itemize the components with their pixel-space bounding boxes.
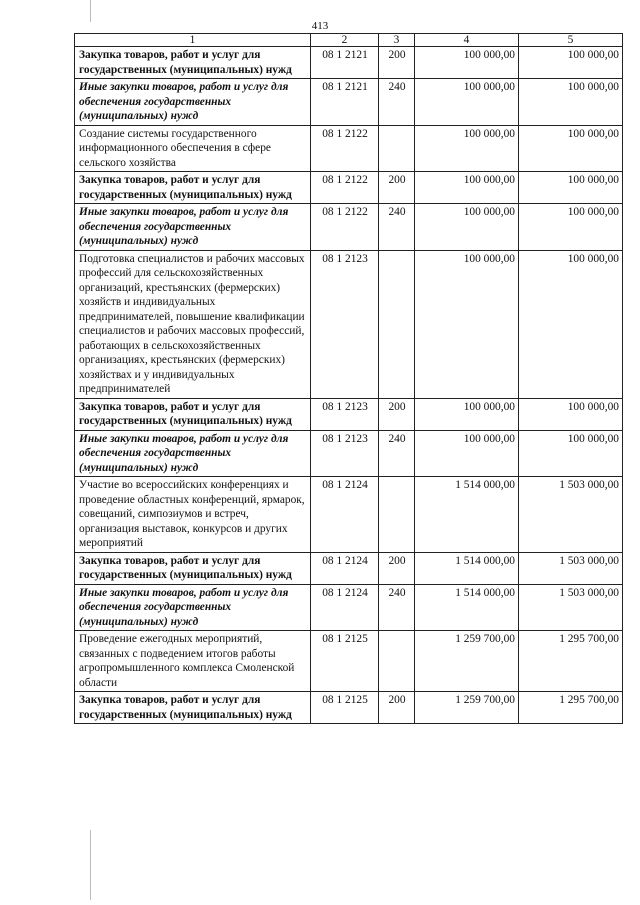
- row-vr-cell: 240: [379, 584, 415, 631]
- row-year2-cell: 1 503 000,00: [519, 477, 623, 553]
- row-csr-cell: 08 1 2125: [311, 692, 379, 724]
- row-vr-cell: 200: [379, 172, 415, 204]
- row-year1-cell: 1 514 000,00: [415, 552, 519, 584]
- row-csr-cell: 08 1 2124: [311, 552, 379, 584]
- row-csr-cell: 08 1 2123: [311, 398, 379, 430]
- header-cell-csr: 2: [311, 34, 379, 47]
- row-vr-cell: 240: [379, 430, 415, 477]
- row-year2-cell: 100 000,00: [519, 250, 623, 398]
- row-year2-cell: 1 503 000,00: [519, 584, 623, 631]
- row-year1-cell: 100 000,00: [415, 430, 519, 477]
- table-row: [75, 204, 623, 251]
- row-vr-cell: [379, 477, 415, 553]
- row-year1-cell: 1 514 000,00: [415, 584, 519, 631]
- table-row: [75, 477, 623, 553]
- row-csr-cell: 08 1 2121: [311, 79, 379, 126]
- row-vr-cell: [379, 631, 415, 692]
- row-year1-cell: 100 000,00: [415, 47, 519, 79]
- table-row: [75, 172, 623, 204]
- row-year1-cell: 100 000,00: [415, 204, 519, 251]
- row-year2-cell: 100 000,00: [519, 204, 623, 251]
- table-row: [75, 584, 623, 631]
- row-year1-cell: 100 000,00: [415, 125, 519, 172]
- row-csr-cell: 08 1 2121: [311, 47, 379, 79]
- budget-table: [74, 33, 623, 724]
- table-row: [75, 250, 623, 398]
- row-name-cell: Иные закупки товаров, работ и услуг для обеспечения государственных (муниципальных) нужд: [75, 204, 311, 251]
- table-row: [75, 398, 623, 430]
- header-cell-year2: 5: [519, 34, 623, 47]
- row-year2-cell: 100 000,00: [519, 430, 623, 477]
- header-cell-name: 1: [75, 34, 311, 47]
- table-row: [75, 692, 623, 724]
- row-year2-cell: 100 000,00: [519, 79, 623, 126]
- row-vr-cell: [379, 250, 415, 398]
- table-row: [75, 552, 623, 584]
- row-year1-cell: 100 000,00: [415, 250, 519, 398]
- row-vr-cell: 240: [379, 204, 415, 251]
- row-name-cell: Иные закупки товаров, работ и услуг для обеспечения государственных (муниципальных) нужд: [75, 584, 311, 631]
- page-number: 413: [311, 20, 329, 32]
- row-name-cell: Создание системы государственного информационного обеспечения в сфере сельского хозяйства: [75, 125, 311, 172]
- row-year1-cell: 1 514 000,00: [415, 477, 519, 553]
- row-vr-cell: [379, 125, 415, 172]
- row-vr-cell: 200: [379, 552, 415, 584]
- row-vr-cell: 200: [379, 398, 415, 430]
- row-name-cell: Иные закупки товаров, работ и услуг для обеспечения государственных (муниципальных) нужд: [75, 79, 311, 126]
- table-body: [75, 47, 623, 724]
- row-year1-cell: 100 000,00: [415, 79, 519, 126]
- row-csr-cell: 08 1 2123: [311, 430, 379, 477]
- row-name-cell: Закупка товаров, работ и услуг для государственных (муниципальных) нужд: [75, 398, 311, 430]
- row-year1-cell: 1 259 700,00: [415, 631, 519, 692]
- row-year2-cell: 1 295 700,00: [519, 631, 623, 692]
- row-csr-cell: 08 1 2125: [311, 631, 379, 692]
- row-year1-cell: 1 259 700,00: [415, 692, 519, 724]
- header-cell-vr: 3: [379, 34, 415, 47]
- row-name-cell: Закупка товаров, работ и услуг для государственных (муниципальных) нужд: [75, 692, 311, 724]
- row-csr-cell: 08 1 2124: [311, 477, 379, 553]
- table-row: [75, 430, 623, 477]
- row-csr-cell: 08 1 2123: [311, 250, 379, 398]
- header-cell-year1: 4: [415, 34, 519, 47]
- row-year2-cell: 100 000,00: [519, 398, 623, 430]
- row-year2-cell: 100 000,00: [519, 47, 623, 79]
- row-csr-cell: 08 1 2122: [311, 172, 379, 204]
- row-name-cell: Участие во всероссийских конференциях и проведение областных конференций, ярмарок, совещаний, симпозиумов и встреч, организация выставок, конкурсов и других мероприятий: [75, 477, 311, 553]
- row-year2-cell: 1 295 700,00: [519, 692, 623, 724]
- scan-margin-line: [90, 0, 91, 22]
- row-vr-cell: 240: [379, 79, 415, 126]
- row-name-cell: Иные закупки товаров, работ и услуг для обеспечения государственных (муниципальных) нужд: [75, 430, 311, 477]
- row-year2-cell: 1 503 000,00: [519, 552, 623, 584]
- scan-margin-line: [90, 830, 91, 900]
- row-year1-cell: 100 000,00: [415, 398, 519, 430]
- row-csr-cell: 08 1 2124: [311, 584, 379, 631]
- table-row: [75, 631, 623, 692]
- header-row: [75, 34, 623, 47]
- table-row: [75, 125, 623, 172]
- row-year2-cell: 100 000,00: [519, 172, 623, 204]
- row-name-cell: Подготовка специалистов и рабочих массовых профессий для сельскохозяйственных организаций, крестьянских (фермерских) хозяйств и индивидуальных предпринимателей, повышение квалификации специалистов и рабочих массовых профессий, работающих в сельскохозяйственных организациях, крестьянских (фермерских) хозяйствах и у индивидуальных предпринимателей: [75, 250, 311, 398]
- row-vr-cell: 200: [379, 47, 415, 79]
- row-name-cell: Проведение ежегодных мероприятий, связанных с подведением итогов работы агропромышленного комплекса Смоленской области: [75, 631, 311, 692]
- row-vr-cell: 200: [379, 692, 415, 724]
- table-row: [75, 79, 623, 126]
- row-year2-cell: 100 000,00: [519, 125, 623, 172]
- row-csr-cell: 08 1 2122: [311, 204, 379, 251]
- row-csr-cell: 08 1 2122: [311, 125, 379, 172]
- table-row: [75, 47, 623, 79]
- row-name-cell: Закупка товаров, работ и услуг для государственных (муниципальных) нужд: [75, 47, 311, 79]
- row-name-cell: Закупка товаров, работ и услуг для государственных (муниципальных) нужд: [75, 552, 311, 584]
- row-year1-cell: 100 000,00: [415, 172, 519, 204]
- row-name-cell: Закупка товаров, работ и услуг для государственных (муниципальных) нужд: [75, 172, 311, 204]
